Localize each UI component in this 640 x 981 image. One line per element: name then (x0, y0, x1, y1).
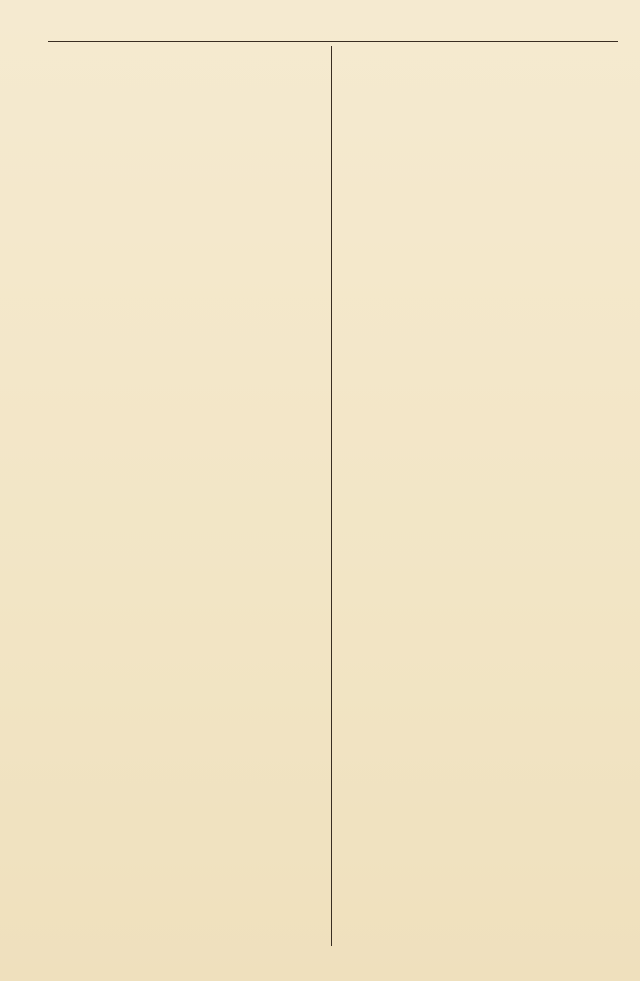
verse-line (60, 408, 325, 427)
verse-line (60, 146, 325, 165)
verse-line (60, 843, 325, 862)
verse-line (60, 290, 325, 309)
verse-line (60, 348, 325, 367)
verse-line (60, 447, 325, 466)
verse-line (60, 882, 325, 901)
verse-line (60, 208, 325, 227)
hymn-title-349 (60, 534, 325, 551)
verse-line (60, 107, 325, 126)
verse-line (60, 367, 325, 386)
verse-line (60, 189, 325, 208)
verse-line (60, 862, 325, 881)
verse-line (60, 696, 325, 715)
verse-line (60, 126, 325, 145)
column-divider (331, 46, 332, 946)
verse-line (60, 389, 325, 408)
verse-line (60, 247, 325, 266)
verse (60, 290, 325, 405)
verse-line (60, 328, 325, 347)
verse-line (60, 958, 325, 977)
verse-line (60, 587, 325, 606)
verse-line (60, 427, 325, 446)
verse-line (60, 715, 325, 734)
verse-line (60, 645, 325, 664)
verse-line (60, 485, 325, 504)
verse-line (60, 266, 325, 285)
hymn-title-351 (346, 644, 616, 661)
verse-line (60, 792, 325, 811)
verse-line (60, 773, 325, 792)
verse-line (60, 606, 325, 625)
verse-line (60, 901, 325, 920)
verse-line (60, 754, 325, 773)
hymn-title-350 (346, 218, 616, 235)
verse-line (60, 568, 325, 587)
verse (60, 824, 325, 978)
verse-line (60, 920, 325, 939)
verse-line (60, 734, 325, 753)
verse-line (60, 664, 325, 683)
verse (60, 88, 325, 203)
verse-line (60, 309, 325, 328)
verse (60, 389, 325, 504)
verse-line (60, 939, 325, 958)
verse-line (60, 88, 325, 107)
verse (60, 189, 325, 304)
verse-line (60, 165, 325, 184)
verse-line (60, 626, 325, 645)
header-rule (48, 41, 618, 42)
verse-line (60, 466, 325, 485)
verse-line (60, 824, 325, 843)
verse-line (60, 227, 325, 246)
hymn-title-348 (60, 56, 325, 73)
